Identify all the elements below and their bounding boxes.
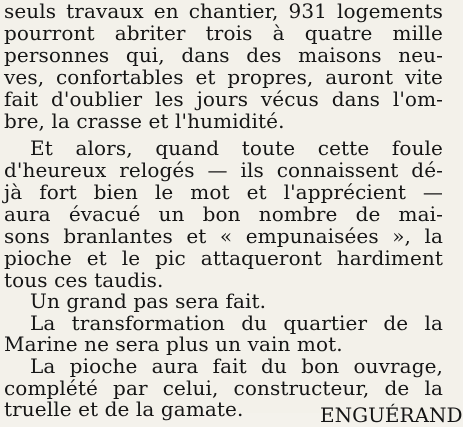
article-line: d'heureux relogés — ils connaissent dé- <box>4 158 443 182</box>
article-line: complété par celui, constructeur, de la <box>4 376 443 400</box>
article-line: pourront abriter trois à quatre mille <box>4 21 443 45</box>
article-line: ves, confortables et propres, auront vite <box>4 65 443 89</box>
article-line: seuls travaux en chantier, 931 logements <box>4 0 443 23</box>
article-line: La pioche aura fait du bon ouvrage, <box>30 354 443 378</box>
article-line: Marine ne sera plus un vain mot. <box>4 332 343 356</box>
cut-off-signature <box>320 403 463 427</box>
article-line: Un grand pas sera fait. <box>30 289 267 313</box>
article-line: Et alors, quand toute cette foule <box>30 136 443 160</box>
article-line: truelle et de la gamate. <box>4 397 244 421</box>
article-line: pioche et le pic attaqueront hardiment <box>4 246 443 270</box>
article-line: fait d'oublier les jours vécus dans l'om- <box>4 87 443 111</box>
article-line: bre, la crasse et l'humidité. <box>4 109 285 133</box>
article-line: jà fort bien le mot et l'apprécient — <box>4 180 443 204</box>
article-line: personnes qui, dans des maisons neu- <box>4 43 443 67</box>
article-line: sons branlantes et « empunaisées », la <box>4 224 443 248</box>
article-line: La transformation du quartier de la <box>30 311 443 335</box>
article-line: aura évacué un bon nombre de mai- <box>4 202 443 226</box>
cut-off-signature-text: ENGUÉRAND <box>320 403 463 427</box>
article-line: tous ces taudis. <box>4 268 164 292</box>
